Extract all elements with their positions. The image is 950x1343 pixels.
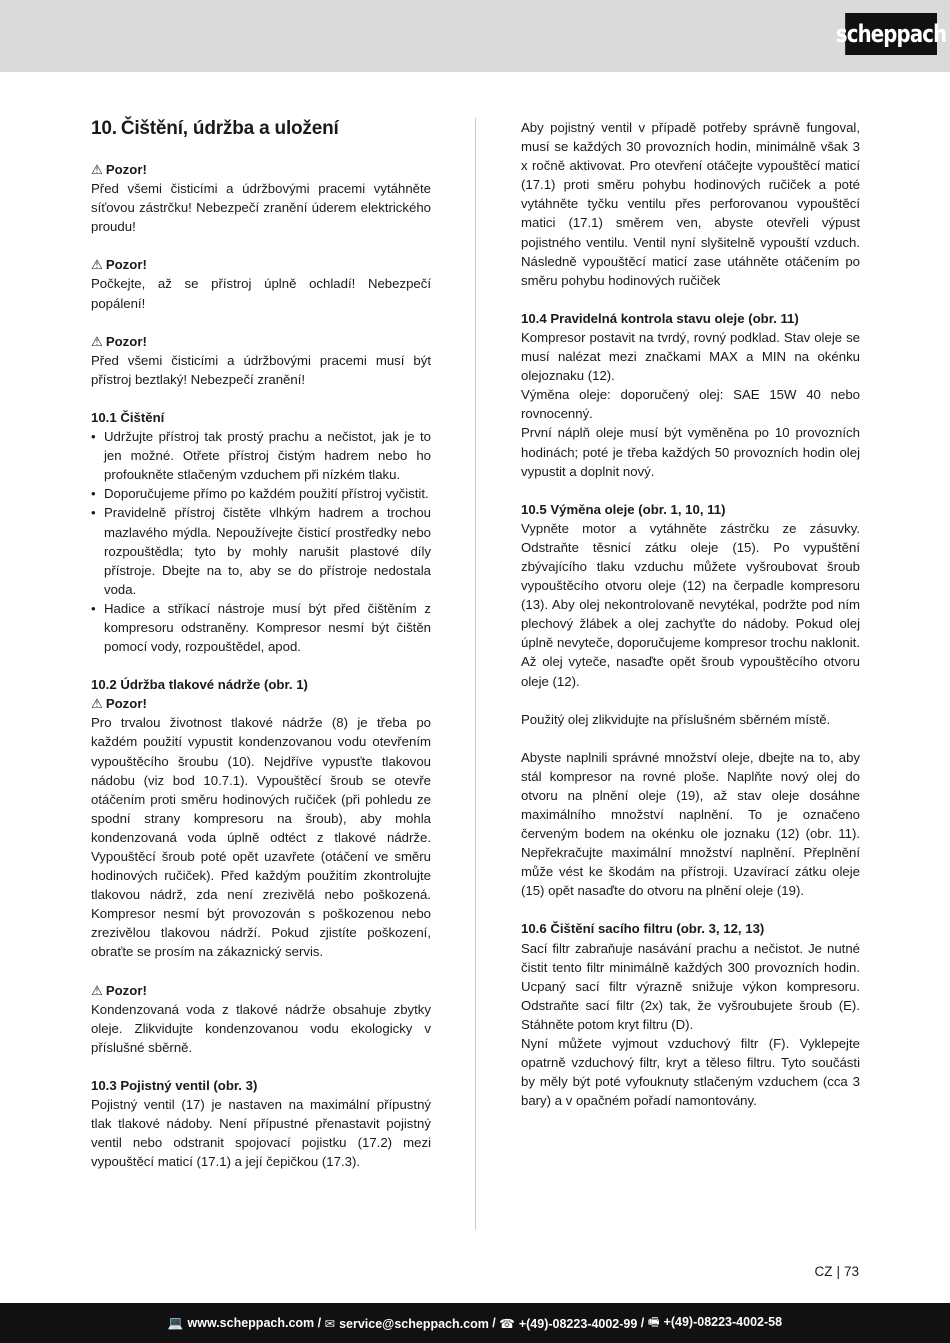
footer-separator: / bbox=[637, 1316, 648, 1330]
warning-heading bbox=[91, 332, 431, 351]
footer-web: www.scheppach.com bbox=[187, 1315, 315, 1330]
section-number: 10. bbox=[91, 118, 117, 139]
footer-bar bbox=[0, 1303, 950, 1343]
warning-text: Před všemi čisticími a údržbovými pracemi musí být přístroj beztlaký! Nebezpečí zranění! bbox=[91, 352, 431, 387]
warning-label: Pozor! bbox=[105, 257, 147, 273]
warning-heading bbox=[91, 694, 431, 713]
paragraph: Kompresor postavit na tvrdý, rovný podklad. Stav oleje se musí nalézat mezi značkami MAX a MIN na okénku olejoznaku (12). bbox=[521, 329, 860, 384]
footer-separator: / bbox=[488, 1316, 500, 1330]
paragraph: Vypněte motor a vytáhněte zástrčku ze zásuvky. Odstraňte těsnicí zátku oleje (15). Po vypuštění zbývajícího tlaku vzduchu můžete vyšroubovat šroub vypouštěcího otvoru oleje (12) na čerpadle kompresoru (13). Aby olej nekontrolovaně nevytékal, podržte pod ním plechový žlábek a olej zachyťte do nádoby. Pokud olej úplně nevyteče, doporučujeme kompresor trochu naklonit. Až olej vyteče, nasaďte opět šroub vypouštěcího otvoru oleje (12). bbox=[521, 520, 860, 689]
warning-label: Pozor! bbox=[105, 982, 147, 998]
paragraph: Sací filtr zabraňuje nasávání prachu a nečistot. Je nutné čistit tento filtr minimálně každých 300 provozních hodin. Ucpaný sací filtr výrazně snižuje výkon kompresoru. Odstraňte sací filtr (2x) tak, že vyšroubujete šroub (E). Stáhněte potom kryt filtru (D). bbox=[521, 940, 860, 1032]
list-item: • Hadice a stříkací nástroje musí být před čištěním z kompresoru odstraněny. Kompresor nesmí být čištěn pomocí vody, rozpouštědel, apod. bbox=[91, 599, 431, 656]
list-item: • Udržujte přístroj tak prostý prachu a nečistot, jak je to jen možné. Otřete přístroj čistým hadrem nebo ho profoukněte stlačeným vzduchem při nízkém tlaku. bbox=[91, 427, 431, 484]
page-language: CZ bbox=[814, 1264, 833, 1279]
subsection-title: 10.4 Pravidelná kontrola stavu oleje (obr. 11) bbox=[521, 310, 799, 326]
footer-fax: +(49)-08223-4002-58 bbox=[663, 1314, 783, 1329]
warning-triangle-icon: ⚠ bbox=[91, 162, 103, 177]
right-column bbox=[521, 118, 860, 1110]
header-bar bbox=[0, 0, 950, 72]
warning-text: Před všemi čisticími a údržbovými pracemi vytáhněte síťovou zástrčku! Nebezpečí zranění úderem elektrického proudu! bbox=[91, 181, 431, 235]
fax-icon: 🖷 bbox=[647, 1314, 660, 1329]
cleaning-list bbox=[91, 427, 431, 656]
footer-phone: +(49)-08223-4002-99 bbox=[518, 1316, 638, 1331]
column-divider bbox=[475, 118, 476, 1230]
section-title-text: Čištění, údržba a uložení bbox=[120, 118, 339, 139]
section-title bbox=[91, 118, 431, 140]
warning-label: Pozor! bbox=[105, 162, 147, 177]
warning-triangle-icon: ⚠ bbox=[91, 333, 103, 349]
computer-icon: 💻 bbox=[167, 1315, 184, 1330]
warning-label: Pozor! bbox=[105, 696, 147, 712]
phone-icon: ☎ bbox=[499, 1316, 515, 1331]
left-column bbox=[91, 118, 431, 1171]
paragraph: Kondenzovaná voda z tlakové nádrže obsahuje zbytky oleje. Zlikvidujte kondenzovanou vodu ekologicky v příslušné sběrně. bbox=[91, 1001, 431, 1055]
subsection-title: 10.6 Čištění sacího filtru (obr. 3, 12, 13) bbox=[521, 921, 765, 937]
scheppach-logo: scheppach bbox=[845, 13, 937, 55]
warning-text: Počkejte, až se přístroj úplně ochladí! Nebezpečí popálení! bbox=[91, 276, 431, 311]
warning-triangle-icon: ⚠ bbox=[91, 257, 103, 273]
mail-icon: ✉ bbox=[324, 1316, 336, 1331]
warning-triangle-icon: ⚠ bbox=[91, 982, 103, 998]
warning-heading bbox=[91, 160, 431, 179]
paragraph: Pojistný ventil (17) je nastaven na maximální přípustný tlak tlakové nádoby. Není přípustné přenastavit pojistný ventil nebo odstranit spojovací pojistku (17.2) mezi vypouštěcí maticí (17.1) a její čepičkou (17.3). bbox=[91, 1097, 431, 1170]
list-item: • Pravidelně přístroj čistěte vlhkým hadrem a trochou mazlavého mýdla. Nepoužívejte čisticí prostředky nebo rozpouštědla; tyto by mohly narušit plastové díly přístroje. Dbejte na to, aby se do přístroje nedostala voda. bbox=[91, 503, 431, 598]
paragraph: Pro trvalou životnost tlakové nádrže (8) je třeba po každém použití vypustit kondenzovanou vodu otevřením vypouštěcího šroubu (10). Nejdříve vypusťte tlakovou nádobu (viz bod 10.7.1). Vypouštěcí šroub se otevře otáčením proti směru hodinových ručiček (při pohledu ze spodní strany kompresoru na šroub), aby mohla kondenzovaná voda úplně odtéct z tlakové nádrže. Vypouštěcí šroub poté opět uzavřete (otáčení ve směru hodinových ručiček). Před každým použitím zkontrolujte tlakovou nádrž, zda není zrezivělá nebo poškozená. Kompresor nesmí být provozován s poškozenou nebo zrezivělou tlakovou nádrží. Pokud zjistíte poškození, obraťte se prosím na zákaznický servis. bbox=[91, 715, 431, 960]
footer-email: service@scheppach.com bbox=[339, 1316, 489, 1331]
warning-heading bbox=[91, 255, 431, 274]
paragraph: První náplň oleje musí být vyměněna po 10 provozních hodinách; poté je třeba každých 50 provozních hodin olej vypustit a doplnit nový. bbox=[521, 425, 860, 479]
paragraph: Nyní můžete vyjmout vzduchový filtr (F). Vyklepejte opatrně vzduchový filtr, kryt a těleso filtru. Tyto součásti by měly být poté vyfouknuty stlačeným vzduchem (cca 3 bary) a v opačném pořadí namontovány. bbox=[521, 1036, 860, 1109]
page-number: CZ | 73 bbox=[814, 1264, 859, 1279]
paragraph: Výměna oleje: doporučený olej: SAE 15W 40 nebo rovnocenný. bbox=[521, 387, 860, 422]
list-item: • Doporučujeme přímo po každém použití přístroj vyčistit. bbox=[91, 484, 431, 503]
subsection-title: 10.3 Pojistný ventil (obr. 3) bbox=[91, 1077, 258, 1093]
subsection-title: 10.5 Výměna oleje (obr. 1, 10, 11) bbox=[521, 501, 726, 517]
warning-triangle-icon: ⚠ bbox=[91, 696, 103, 712]
paragraph: Aby pojistný ventil v případě potřeby správně fungoval, musí se každých 30 provozních hodin, minimálně však 3 x ročně aktivovat. Pro otevření otáčejte vypouštěcí maticí (17.1) proti směru pohybu hodinových ručiček a poté vytáhněte tyčku ventilu přes perforovanou vypouštěcí matici (17.1) směrem ven, abyste otevřeli výpust pojistného ventilu. Ventil nyní slyšitelně vypouští vzduch. Následně vypouštěcí maticí zase utáhněte otáčením po směru pohybu hodinových ručiček bbox=[521, 120, 860, 288]
paragraph: Abyste naplnili správné množství oleje, dbejte na to, aby stál kompresor na rovné ploše. Naplňte nový olej do otvoru na plnění oleje (19), až stav oleje dosáhne maximálního množství naplnění. To je označeno červeným bodem na okénku ole joznaku (12) (obr. 11). Nepřekračujte maximální množství naplnění. Přeplnění může vést ke škodám na přístroji. Uzavírací zátku oleje (15) opět nasaďte do otvoru na plnění oleje (19). bbox=[521, 749, 860, 899]
warning-label: Pozor! bbox=[105, 333, 147, 349]
subsection-title: 10.1 Čištění bbox=[91, 409, 165, 425]
warning-heading bbox=[91, 981, 431, 1000]
page-number-value: 73 bbox=[843, 1264, 859, 1279]
footer-separator: / bbox=[314, 1316, 325, 1330]
subsection-title: 10.2 Údržba tlakové nádrže (obr. 1) bbox=[91, 677, 308, 693]
paragraph: Použitý olej zlikvidujte na příslušném sběrném místě. bbox=[521, 711, 831, 727]
